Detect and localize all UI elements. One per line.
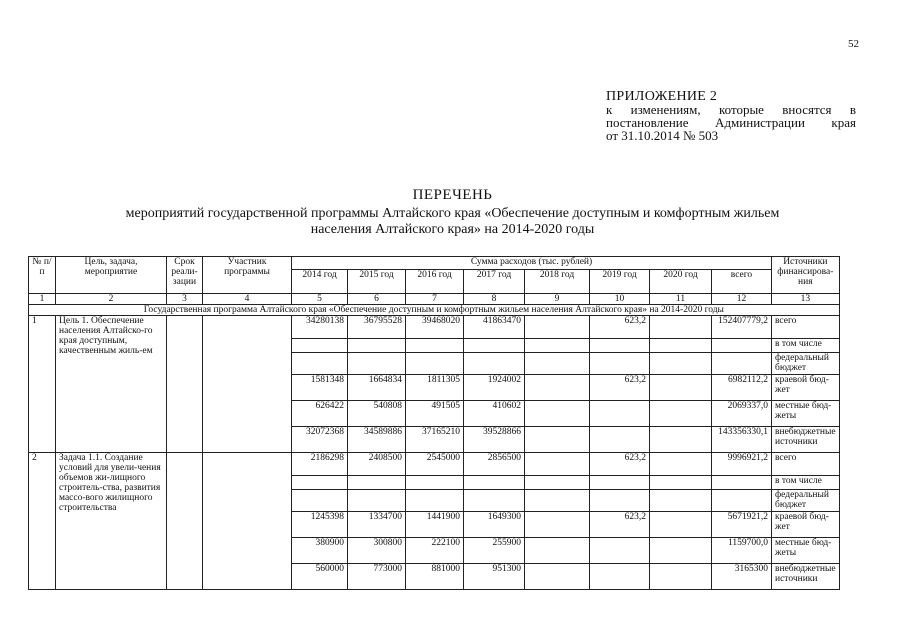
value-cell: 623,2	[590, 316, 650, 339]
value-cell	[464, 339, 525, 353]
value-cell	[650, 476, 712, 490]
value-cell	[590, 353, 650, 375]
value-cell: 881000	[406, 564, 464, 590]
column-number: 13	[772, 294, 840, 305]
value-cell	[650, 453, 712, 476]
column-number: 2	[56, 294, 167, 305]
value-cell	[348, 490, 406, 512]
value-cell: 2856500	[464, 453, 525, 476]
expenditure-table	[28, 256, 840, 590]
value-cell: 491505	[406, 401, 464, 427]
header-year: 2019 год	[590, 270, 650, 294]
value-cell: 410602	[464, 401, 525, 427]
column-number: 9	[525, 294, 590, 305]
value-cell	[590, 564, 650, 590]
value-cell: 3165300	[712, 564, 772, 590]
value-cell	[650, 316, 712, 339]
column-number: 3	[167, 294, 203, 305]
value-cell: 5671921,2	[712, 512, 772, 538]
value-cell: 1811305	[406, 375, 464, 401]
value-cell	[525, 353, 590, 375]
value-cell: 36795528	[348, 316, 406, 339]
appendix-line: от 31.10.2014 № 503	[606, 128, 719, 143]
appendix-title: ПРИЛОЖЕНИЕ 2	[606, 89, 718, 104]
value-cell: 37165210	[406, 427, 464, 453]
header-year: 2015 год	[348, 270, 406, 294]
appendix-block	[606, 90, 856, 142]
value-cell	[525, 538, 590, 564]
item-description: Задача 1.1. Создание условий для увели-чения объемов жи-лищного строитель-ства, развития массо-вого жилищного строительства	[56, 453, 167, 590]
header-num: № п/п	[29, 257, 56, 294]
header-total: всего	[712, 270, 772, 294]
value-cell: 1664834	[348, 375, 406, 401]
value-cell	[525, 375, 590, 401]
item-term	[167, 453, 203, 590]
value-cell	[650, 375, 712, 401]
value-cell: 951300	[464, 564, 525, 590]
source-cell: всего	[772, 316, 840, 339]
value-cell: 1441900	[406, 512, 464, 538]
value-cell	[712, 353, 772, 375]
value-cell	[650, 564, 712, 590]
table-row	[29, 316, 840, 339]
value-cell	[590, 538, 650, 564]
value-cell: 32072368	[292, 427, 348, 453]
value-cell	[525, 476, 590, 490]
column-number: 11	[650, 294, 712, 305]
column-number: 6	[348, 294, 406, 305]
header-sources: Источники финансирова-ния	[772, 257, 840, 294]
subtitle-line: мероприятий государственной программы Алтайского края «Обеспечение доступным и комфортным жильем	[125, 206, 780, 221]
item-term	[167, 316, 203, 453]
value-cell: 626422	[292, 401, 348, 427]
value-cell: 2186298	[292, 453, 348, 476]
document-title: ПЕРЕЧЕНЬ	[412, 187, 493, 203]
source-cell: в том числе	[772, 476, 840, 490]
document-subtitle	[60, 206, 845, 238]
item-participant	[203, 316, 292, 453]
value-cell: 34589886	[348, 427, 406, 453]
column-number: 1	[29, 294, 56, 305]
value-cell: 623,2	[590, 375, 650, 401]
value-cell	[712, 476, 772, 490]
value-cell	[348, 476, 406, 490]
value-cell	[650, 427, 712, 453]
value-cell: 255900	[464, 538, 525, 564]
source-cell: федеральный бюджет	[772, 490, 840, 512]
value-cell	[590, 401, 650, 427]
value-cell	[650, 512, 712, 538]
table-row	[29, 453, 840, 476]
value-cell	[650, 538, 712, 564]
header-goal: Цель, задача, мероприятие	[56, 257, 167, 294]
value-cell: 2408500	[348, 453, 406, 476]
value-cell: 152407779,2	[712, 316, 772, 339]
subtitle-line: населения Алтайского края» на 2014-2020 годы	[310, 222, 595, 237]
item-number: 1	[29, 316, 56, 453]
value-cell	[525, 512, 590, 538]
value-cell: 1334700	[348, 512, 406, 538]
value-cell	[406, 490, 464, 512]
item-participant	[203, 453, 292, 590]
appendix-line: к изменениям, которые вносятся в	[606, 102, 856, 117]
value-cell: 39528866	[464, 427, 525, 453]
value-cell: 6982112,2	[712, 375, 772, 401]
value-cell	[590, 339, 650, 353]
source-cell: внебюджетные источники	[772, 427, 840, 453]
value-cell: 1245398	[292, 512, 348, 538]
value-cell	[525, 316, 590, 339]
source-cell: в том числе	[772, 339, 840, 353]
header-sum: Сумма расходов (тыс. рублей)	[292, 257, 772, 270]
value-cell: 41863470	[464, 316, 525, 339]
value-cell	[525, 339, 590, 353]
column-number: 5	[292, 294, 348, 305]
header-term: Срок реали-зации	[167, 257, 203, 294]
value-cell: 143356330,1	[712, 427, 772, 453]
value-cell	[590, 427, 650, 453]
header-year: 2020 год	[650, 270, 712, 294]
value-cell	[525, 453, 590, 476]
value-cell	[348, 353, 406, 375]
column-number: 12	[712, 294, 772, 305]
value-cell	[525, 490, 590, 512]
value-cell	[292, 339, 348, 353]
value-cell: 560000	[292, 564, 348, 590]
value-cell	[292, 476, 348, 490]
value-cell: 300800	[348, 538, 406, 564]
value-cell	[650, 339, 712, 353]
value-cell	[464, 476, 525, 490]
value-cell	[464, 353, 525, 375]
value-cell: 34280138	[292, 316, 348, 339]
header-participant: Участник программы	[203, 257, 292, 294]
value-cell	[590, 476, 650, 490]
value-cell	[650, 490, 712, 512]
source-cell: федеральный бюджет	[772, 353, 840, 375]
value-cell: 39468020	[406, 316, 464, 339]
value-cell: 9996921,2	[712, 453, 772, 476]
value-cell	[464, 490, 525, 512]
page-number: 52	[848, 38, 859, 50]
value-cell	[712, 490, 772, 512]
value-cell: 623,2	[590, 512, 650, 538]
value-cell	[525, 564, 590, 590]
source-cell: краевой бюд-жет	[772, 375, 840, 401]
item-description: Цель 1. Обеспечение населения Алтайско-го края доступным, качественным жиль-ем	[56, 316, 167, 453]
value-cell	[650, 401, 712, 427]
appendix-line: постановление Администрации края	[606, 115, 856, 130]
source-cell: внебюджетные источники	[772, 564, 840, 590]
value-cell	[525, 427, 590, 453]
value-cell: 623,2	[590, 453, 650, 476]
value-cell	[406, 353, 464, 375]
column-number: 10	[590, 294, 650, 305]
header-year: 2017 год	[464, 270, 525, 294]
header-year: 2018 год	[525, 270, 590, 294]
header-year: 2016 год	[406, 270, 464, 294]
value-cell: 1159700,0	[712, 538, 772, 564]
value-cell	[525, 401, 590, 427]
source-cell: местные бюд-жеты	[772, 538, 840, 564]
column-number: 7	[406, 294, 464, 305]
value-cell: 1581348	[292, 375, 348, 401]
item-number: 2	[29, 453, 56, 590]
value-cell: 2545000	[406, 453, 464, 476]
value-cell	[292, 353, 348, 375]
source-cell: краевой бюд-жет	[772, 512, 840, 538]
program-row: Государственная программа Алтайского края «Обеспечение доступным и комфортным жильем населения Алтайского края» на 2014-2020 годы	[29, 305, 840, 316]
value-cell: 1924002	[464, 375, 525, 401]
value-cell: 773000	[348, 564, 406, 590]
value-cell: 1649300	[464, 512, 525, 538]
column-number: 8	[464, 294, 525, 305]
value-cell	[650, 353, 712, 375]
source-cell: местные бюд-жеты	[772, 401, 840, 427]
header-year: 2014 год	[292, 270, 348, 294]
value-cell	[406, 476, 464, 490]
value-cell	[406, 339, 464, 353]
value-cell	[590, 490, 650, 512]
column-number: 4	[203, 294, 292, 305]
value-cell	[348, 339, 406, 353]
value-cell	[712, 339, 772, 353]
value-cell: 2069337,0	[712, 401, 772, 427]
value-cell: 222100	[406, 538, 464, 564]
value-cell	[292, 490, 348, 512]
source-cell: всего	[772, 453, 840, 476]
value-cell: 540808	[348, 401, 406, 427]
value-cell: 380900	[292, 538, 348, 564]
